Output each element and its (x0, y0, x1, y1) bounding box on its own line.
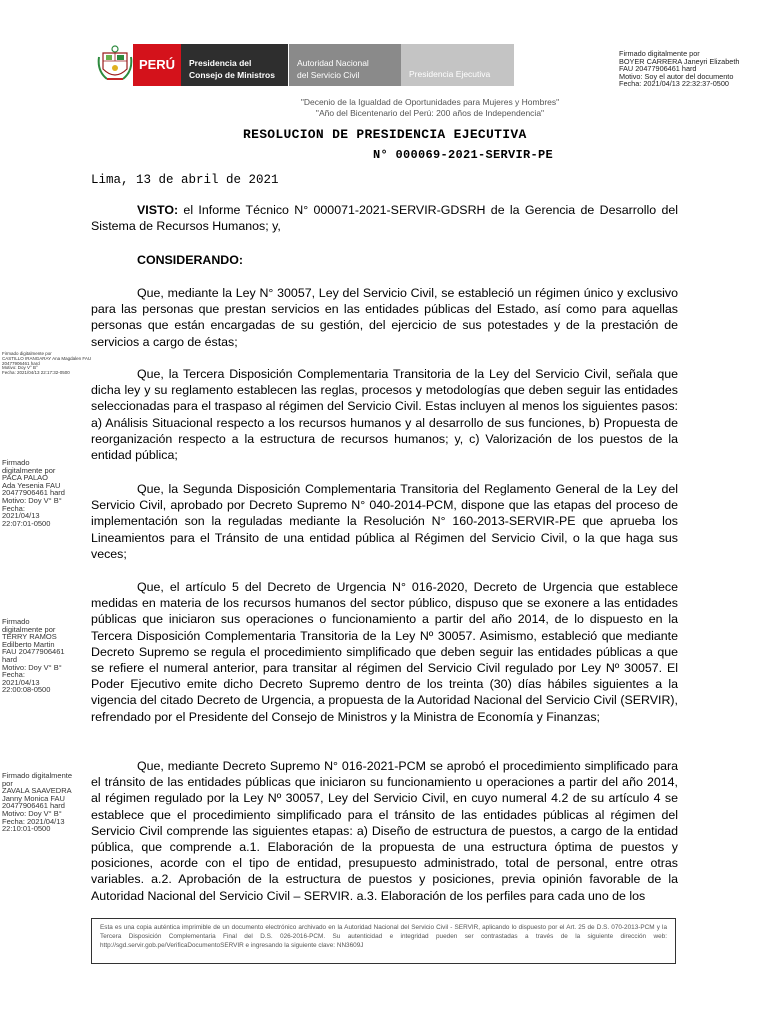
sig-line: FAU 20477906461 (2, 647, 65, 657)
pcm-line-2: Consejo de Ministros (189, 70, 275, 80)
paragraph-5 (91, 758, 678, 906)
sig-line: Motivo: Doy V° B° (2, 495, 62, 505)
visto-label: VISTO: (137, 203, 179, 217)
sig-line: Fecha: (2, 503, 25, 513)
sig-line: 20477906461 hard (2, 801, 65, 811)
sig-line: por (2, 778, 13, 788)
pcm-line-1: Presidencia del (189, 58, 252, 68)
visto-text: el Informe Técnico N° 000071-2021-SERVIR-GDSRH de la Gerencia de Desarrollo del Sistema de Recursos Humanos; y, (91, 203, 678, 234)
paragraph-4 (91, 579, 678, 725)
sig-line: ZAVALA SAAVEDRA (2, 786, 72, 796)
presidencia-header-box (401, 44, 514, 86)
servir-line-2: del Servicio Civil (297, 70, 360, 80)
verification-footer: Esta es una copia auténtica imprimible de un documento electrónico archivado en la Autoridad Nacional del Servicio Civil - SERVIR, aplicando lo dispuesto por el Art. 25 de D.S. 070-2013-PCM y la Tercera Disposición Complementaria Final del D.S. 026-2016-PCM. Su autenticidad e integridad pueden ser contrastadas a través de la siguiente dirección web: http://sgd.servir.gob.pe/VerificaDocumentoSERVIR e ingresando la siguiente clave: NN3609J (91, 918, 676, 964)
sig-line: 2021/04/13 (2, 511, 40, 521)
paragraph-3 (91, 481, 678, 562)
sig-line: Motivo: Soy el autor del documento (619, 71, 734, 81)
paragraph-text: Que, la Tercera Disposición Complementaria Transitoria de la Ley del Servicio Civil, señala que dicha ley y su reglamento establecen las reglas, procesos y metodologías que deben seguir las entidades seleccionadas para el traspaso al régimen del Servicio Civil. Estas incluyen al menos los siguientes pasos: a) Análisis Situacional respecto a los recursos humanos y al desarrollo de sus funciones, b) Propuesta de reorganización respecto a la estructura de recursos humanos; y, c) Valorización de los puestos de la entidad pública; (91, 367, 678, 463)
decenio-line-2: "Año del Bicentenario del Perú: 200 años de Independencia" (315, 108, 545, 118)
sig-line: Firmado (2, 458, 30, 467)
sig-line: 20477906461 hard (2, 488, 65, 498)
presidencia-label: Presidencia Ejecutiva (409, 69, 491, 79)
considerando-heading: CONSIDERANDO: (137, 253, 244, 267)
sig-line: 22:00:08-0500 (2, 685, 51, 695)
paragraph-text: Que, mediante Decreto Supremo N° 016-2021-PCM se aprobó el procedimiento simplificado para el tránsito de las entidades públicas que iniciaron su funcionamiento u operaciones a partir del año 2014, al régimen regulado por la Ley Nº 30057, Ley del Servicio Civil, en cuyo numeral 4.2 de su artículo 4 se establece que el procedimiento simplificado para el tránsito de las entidades públicas al régimen del Servicio Civil comprende las siguientes etapas: a) Diseño de estructura de puestos, a cargo de la entidad pública, que comprende a.1. Elaboración de la propuesta de una estructura óptima de puestos y posiciones, acorde con el tipo de entidad, presupuesto administrado, total de personal, entre otras variables. a.2. Aprobación de la estructura de puestos y posiciones, previa opinión favorable de la Autoridad Nacional del Servicio Civil – SERVIR. a.3. Elaboración de los perfiles para cada uno de los (91, 759, 678, 903)
sig-line: Motivo: Doy V° B° (2, 365, 38, 371)
sig-line: FAU 20477906461 hard (619, 64, 697, 74)
sig-line: Edilberto Martin (2, 639, 55, 649)
paragraph-text: Que, la Segunda Disposición Complementaria Transitoria del Reglamento General de la Ley del Servicio Civil, aprobado por Decreto Supremo N° 040-2014-PCM, dispone que las etapas del proceso de implementación son la reguladas mediante la Resolución N° 160-2013-SERVIR-PE que aprueba los Lineamientos para el Tránsito de una entidad pública al Régimen del Servicio Civil, o la que haga sus veces; (91, 482, 678, 561)
sig-line: PACA PALAO (2, 473, 48, 483)
servir-line-1: Autoridad Nacional (297, 58, 369, 68)
paragraph-1 (91, 285, 678, 350)
coat-of-arms-emblem (97, 43, 133, 85)
sig-line: 2021/04/13 (2, 677, 40, 687)
sig-line: Fecha: 2021/04/13 22:32:37-0500 (619, 79, 729, 89)
servir-header-box (289, 44, 401, 86)
paragraph-text: Que, mediante la Ley N° 30057, Ley del Servicio Civil, se estableció un régimen único y exclusivo para las personas que prestan servicios en las entidades públicas del Estado, así como para aquellas personas que están encargadas de su gestión, del ejercicio de sus potestades y de la prestación de servicios a cargo de éstas; (91, 286, 678, 349)
place-date: Lima, 13 de abril de 2021 (91, 173, 279, 187)
paragraph-2 (91, 366, 678, 463)
peru-brand-box: PERÚ (133, 44, 181, 86)
side-signature-4 (2, 772, 102, 833)
sig-line: Firmado digitalmente por (2, 351, 52, 356)
sig-line: Fecha: 2021/04/13 (2, 816, 65, 826)
sig-line: digitalmente por (2, 465, 56, 475)
sig-line: Motivo: Doy V° B° (2, 662, 62, 672)
sig-line: Firmado digitalmente (2, 771, 73, 780)
pcm-header-box (181, 44, 288, 86)
sig-line: Ada Yesenia FAU (2, 480, 61, 490)
visto-paragraph (91, 202, 678, 234)
side-signature-1 (2, 352, 102, 376)
sig-line: Fecha: (2, 670, 25, 680)
sig-line: 22:10:01-0500 (2, 824, 51, 834)
sig-line: TERRY RAMOS (2, 632, 57, 642)
sig-line: hard (2, 654, 18, 664)
sig-line: 20477906461 hard (2, 360, 40, 366)
sig-line: CASTILLO IRANGARAY Ana Magdalen FAU (2, 355, 92, 361)
sig-line: Fecha: 2021/04/13 22:17:32-0500 (2, 370, 70, 376)
resolution-title: RESOLUCION DE PRESIDENCIA EJECUTIVA (243, 127, 527, 142)
sig-line: Motivo: Doy V° B° (2, 808, 62, 818)
resolution-number: N° 000069-2021-SERVIR-PE (373, 148, 554, 162)
sig-line: Firmado (2, 617, 30, 626)
sig-line: BOYER CARRERA Janeyri Elizabeth (619, 56, 740, 66)
decenio-line-1: "Decenio de la Igualdad de Oportunidades para Mujeres y Hombres" (300, 97, 560, 107)
digital-signature-top (619, 50, 768, 88)
sig-line: digitalmente por (2, 624, 56, 634)
sig-line: 22:07:01-0500 (2, 518, 51, 528)
side-signature-3 (2, 618, 102, 694)
side-signature-2 (2, 459, 102, 527)
sig-line: Janny Monica FAU (2, 793, 65, 803)
paragraph-text: Que, el artículo 5 del Decreto de Urgencia N° 016-2020, Decreto de Urgencia que establece medidas en materia de los recursos humanos del sector público, dispuso que se exonere a las entidades públicas que iniciaron sus operaciones o funcionamiento a partir del año 2014, de lo dispuesto en la Tercera Disposición Complementaria Transitoria de la Ley Nº 30057. Asimismo, estableció que mediante Decreto Supremo se regula el procedimiento simplificado que deben seguir las entidades públicas a que se refiere el numeral anterior, para transitar al régimen del Servicio Civil regulado por Ley Nº 30057. El Poder Ejecutivo emite dicho Decreto Supremo dentro de los treinta (30) días hábiles siguientes a la vigencia del citado Decreto de Urgencia, a propuesta de la Autoridad Nacional del Servicio Civil (SERVIR), refrendado por el Presidente del Consejo de Ministros y la Ministra de Economía y Finanzas; (91, 580, 678, 724)
sig-line: Firmado digitalmente por (619, 49, 700, 58)
